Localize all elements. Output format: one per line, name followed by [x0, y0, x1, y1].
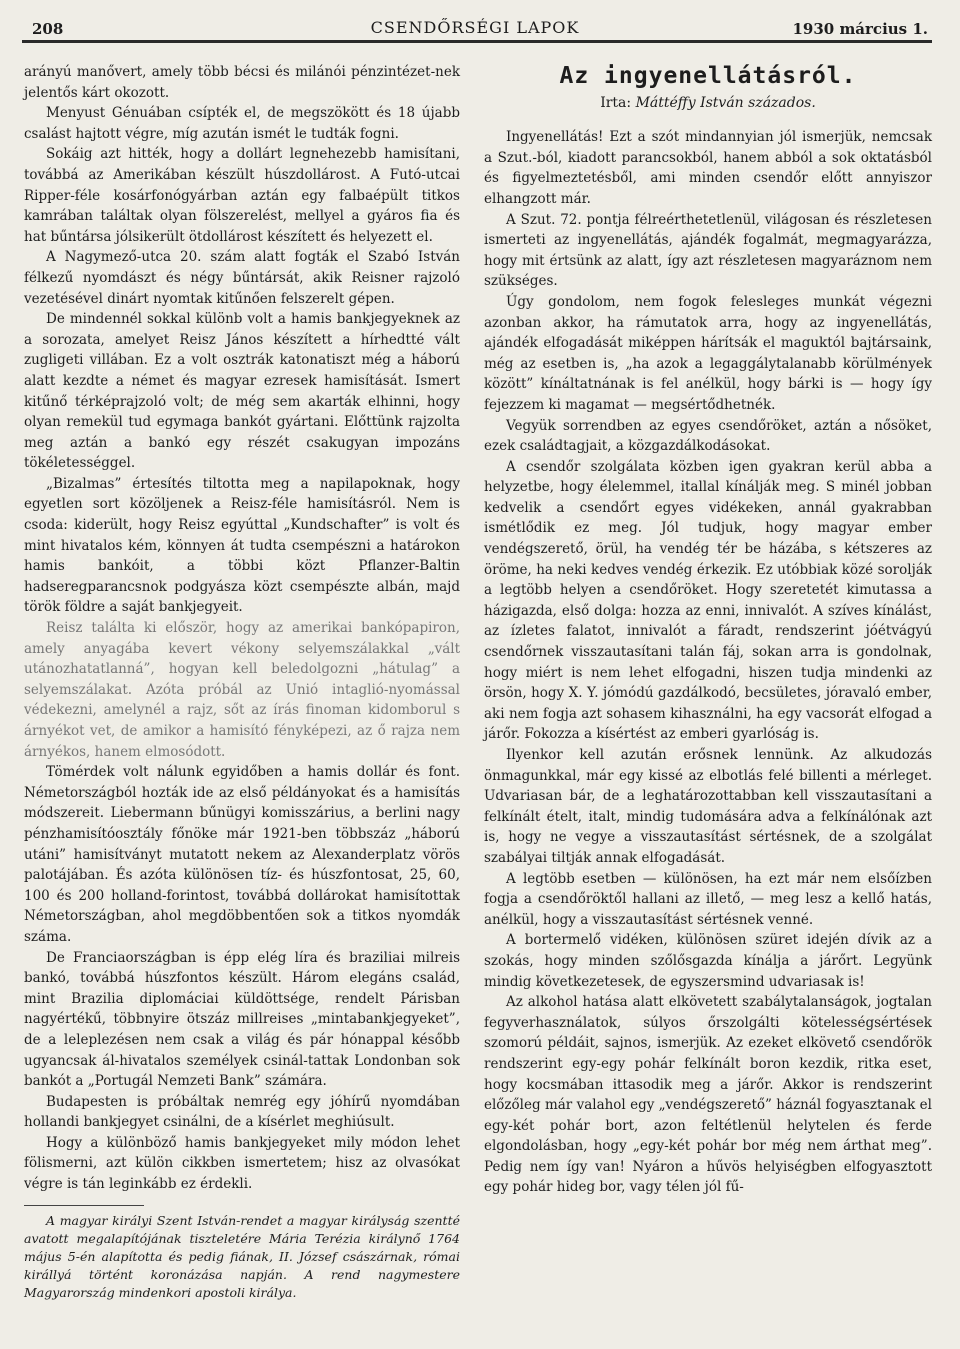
byline-prefix: Irta:	[600, 94, 632, 111]
paragraph: Vegyük sorrendben az egyes csendőröket, aztán a nősöket, ezek családtagjait, a közgazdálkodásokat.	[484, 417, 932, 455]
paragraph: Úgy gondolom, nem fogok felesleges munkát végezni azonban akkor, ha rámutatok arra, hogy az ingyenellátás, ajándék elfogadását miképpen hárítsák el maguktól bajtársaink, még az esetben is, „ha azok a legaggálytalanabb körülmények között” kínáltatnának is fel anélkül, hogy bárki is — hogy így fejezzem ki magamat — megsértődhetnék.	[484, 293, 932, 413]
issue-date: 1930 március 1.	[792, 20, 928, 38]
paragraph: Budapesten is próbáltak nemrég egy jóhírű nyomdában hollandi bankjegyet csinálni, de a kísérlet meghiúsult.	[24, 1093, 460, 1131]
paragraph: „Bizalmas” értesítés tiltotta meg a napilapoknak, hogy egyetlen sort közöljenek a Reisz-féle hamisításról. Nem is csoda: kiderült, hogy Reisz egyúttal „Kundschafter” is volt és mint hivatalos kém, könnyen át tudta csempészni a határokon hamis bankóit, a többi közt Pflanzer-Baltin hadseregparancsnok podgyásza közt csempészte albán, majd török földre a saját bankjegyeit.	[24, 475, 460, 616]
byline	[484, 93, 932, 114]
paragraph: Menyust Génuában csípték el, de megszökött és 18 újabb csalást hajtott végre, míg azután ismét le tudták fogni.	[24, 105, 460, 142]
paragraph: Az alkohol hatása alatt elkövetett szabálytalanságok, jogtalan fegyverhasználatok, súlyos őrszolgálti kötelességsértések szomorú példáit, sajnos, ismerjük. Az ezeket elkövető csendőrök rendszerint egy-egy pohár felkínált boron kezdik, ritka eset, hogy kocsmában ittasodik meg a járőr. Akkor is rendszerint előzőleg már valahol egy „vendégszerető” háznál fogyasztanak el egy-két pohár bort, azon feltétlenül helytelen és ferde elgondolásban, hogy „egy-két pohár bor még nem árthat meg”. Pedig nem így van! Nyáron a hűvös helyiségben elfogyasztott egy pohár hideg bor, vagy télen jól fű-	[484, 994, 932, 1196]
paragraph: De mindennél sokkal különb volt a hamis bankjegyeknek az a sorozata, amelyet Reisz János készített a hírhedtté vált zugligeti villában. Ez a volt osztrák katonatiszt még a háború alatt kezdte a német és magyar ezresek hamisítását. Ismert kitűnő térképrajzoló volt; de még sem akarták elhinni, hogy olyan remekül tud egymaga bankót gyártani. Előttünk rajzolta meg aztán a bankó egy részét csakugyan impozáns tökéletességgel.	[24, 311, 460, 472]
paragraph: Ilyenkor kell azután erősnek lennünk. Az alkudozás önmagunkkal, már egy kissé az elbotlás felé billenti a mérleget. Udvariasan bár, de a leghatározottabban kell visszautasítani a felkínált ételt, italt, mindig tudomására adva a felkínálónak azt is, hogy ne vegye a visszautasítást sértésnek, de a szolgálat szabályai tiltják annak elfogadását.	[484, 747, 932, 866]
page-number: 208	[32, 20, 64, 38]
paragraph: arányú manővert, amely több bécsi és milánói pénzintézet-nek jelentős kárt okozott.	[24, 64, 460, 101]
paragraph: Tömérdek volt nálunk egyidőben a hamis dollár és font. Németországból hozták ide az első példányokat és a hamisítás módszereit. Liebermann bűnügyi komisszárius, a berlini nagy pénzhamisítóosztály főnöke már 1921-ben többszáz „háború utáni” hamisítványt mutatott nekem az Alexanderplatz vörös palotájában. És azóta különösen tíz- és húszfontosat, 25, 60, 100 és 200 holland-forintost, továbbá dollárokat hamisítottak Németországban, ahol megdöbbentően sok a titkos nyomdák száma.	[24, 764, 460, 945]
paragraph: De Franciaországban is épp elég líra és braziliai milreis bankó, továbbá húszfontos készült. Három elegáns család, mint Brazilia diplomáciai küldöttsége, rendelt Párisban nagyértékű, többnyire ötszáz millreises „mintabankjegyeket”, de a leleplezésen nem csak a világ és pár hónappal később ugyancsak ál-hivatalos személyek csinál-tattak Londonban sok bankót a „Portugál Nemzeti Bank” számára.	[24, 949, 460, 1090]
paragraph: Ingyenellátás! Ezt a szót mindannyian jól ismerjük, nemcsak a Szut.-ból, kiadott parancsokból, hanem abból a sok oktatásból és figyelmeztetésből, ami minden csendőr előtt annyiszor elhangzott már.	[484, 129, 932, 207]
right-column	[484, 62, 932, 1198]
article-title: Az ingyenellátásról.	[559, 63, 857, 89]
paragraph: Reisz találta ki először, hogy az amerikai bankópapiron, amely anyagába kevert vékony selyemszálakkal „vált utánozhatatlanná”, hogyan kell beledolgozni „hátulag” a selyemszálakat. Azóta próbál az Unió intaglió-nyomással védekezni, amelynél a rajz, sőt az írás finoman kidomborul s árnyékot vet, de amikor a hamisító fényképezi, az ő rajza nem árnyékos, hanem elmosódott.	[24, 620, 460, 760]
paragraph: A legtöbb esetben — különösen, ha ezt már nem elsőízben fogja a csendőröktől hallani az illető, — meg lesz a kellő hatás, anélkül, hogy a visszautasítást sértésnek venné.	[484, 870, 932, 928]
journal-title: CSENDŐRSÉGI LAPOK	[370, 18, 580, 37]
left-column	[24, 62, 460, 1302]
page-header	[22, 12, 928, 42]
footnote-rule	[24, 1205, 144, 1206]
paragraph: A csendőr szolgálata közben igen gyakran kerül abba a helyzetbe, hogy élelemmel, itallal kínálják meg. S minél jobban kedvelik a csendőrt egyes vidékeken, annál gyakrabban ismétlődik ez meg. Jól tudjuk, hogy magyar ember vendégszerető, örül, ha vendég tér be házába, s kétszeres az öröme, ha neki kedves vendég érkezik. Ez utóbbiak közé sorolják a legtöbb helyen a csendőröket. Hogy szeretetét kimutassa a házigazda, első dolga: hozza az enni, innivalót. A szíves kínálást, az ízletes falatot, innivalót a fáradt, rendszerint jóétvágyú csendőrnek visszautasítani talán fáj, sokan arra is gondolnak, hogy miért is nem lehet elfogadni, hiszen tudja mindenki az örsön, hogy X. Y. jómódú gazdálkodó, becsületes, jóravaló ember, aki nem fogja azt sohasem kihasználni, ha egy vacsorát elfogad a járőr. Fokozza a kísértést az emberi gyarlóság is.	[484, 458, 932, 743]
header-rule	[22, 40, 932, 43]
paragraph: A Szut. 72. pontja félreérthetetlenül, világosan és részletesen ismerteti az ingyenellátás, ajándék fogalmát, megmagyarázza, hogy mit értsünk az alatt, így azt részletesen magyaráznom nem szükséges.	[484, 211, 932, 290]
paragraph: A Nagymező-utca 20. szám alatt fogták el Szabó István félkezű nyomdászt és négy bűntársát, akik Reisner rajzoló vezetésével dinárt nyomtak kitűnően felszerelt gépen.	[24, 249, 460, 307]
footnote: A magyar királyi Szent István-rendet a magyar királyság szentté avatott megalapítójának tiszteletére Mária Terézia királynő 1764 május 5-én alapította és pedig fiának, II. József császárnak, római királlyá történt koronázása napján. A rend nagymestere Magyarország mindenkori apostoli királya.	[24, 1212, 460, 1300]
paragraph: A bortermelő vidéken, különösen szüret idején dívik az a szokás, hogy minden szőlősgazda kínálja a járőrt. Legyünk mindig következetesek, de egyszersmind udvariasak is!	[484, 932, 932, 990]
paragraph: Sokáig azt hitték, hogy a dollárt legnehezebb hamisítani, továbbá az Amerikában készült húszdollárost. A Futó-utcai Ripper-féle kosárfonógyárban aztán egy falbaépült titkos kamrában találtak olyan fölszerelést, mellyel a gyáros fia és hat bűntársa jólsikerült ötdollárost készített és helyezett el.	[24, 146, 460, 245]
paragraph: Hogy a különböző hamis bankjegyeket mily módon lehet fölismerni, azt külön cikkben ismertetem; hisz az olvasókat végre is tán leginkább ez érdekli.	[24, 1134, 460, 1193]
byline-author: Máttéffy István százados.	[635, 94, 816, 111]
